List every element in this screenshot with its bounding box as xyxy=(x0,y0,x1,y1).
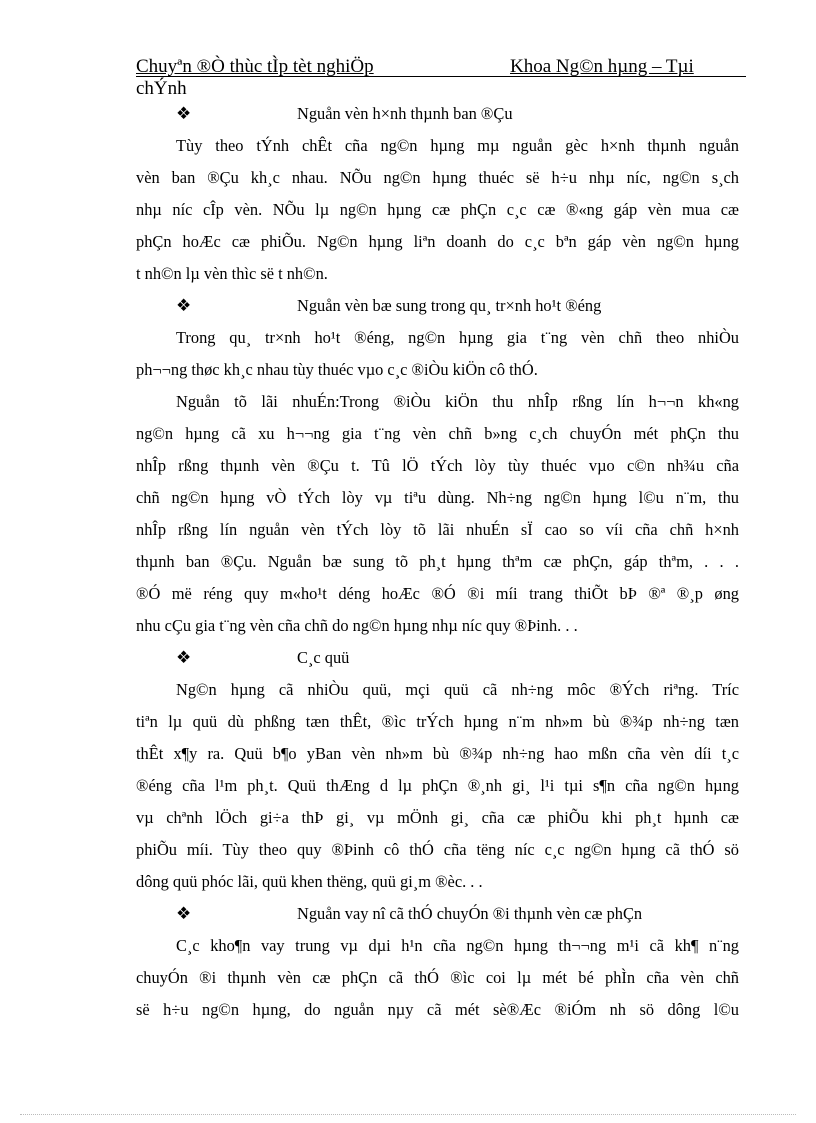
paragraph-line: nhµ níc cÎp vèn. NÕu lµ ng©n hµng cæ phÇn c¸c cæ ®«ng gáp vèn mua cæ xyxy=(136,200,739,219)
document-body xyxy=(136,98,739,1026)
section-heading-text: Nguån vèn bæ sung trong qu¸ tr×nh ho¹t ®éng xyxy=(297,296,602,315)
paragraph-line: vµ chªnh lÖch gi÷a thÞ gi¸ vµ mÖnh gi¸ cña cæ phiÕu khi ph¸t hµnh cæ xyxy=(136,808,739,827)
diamond-bullet-icon: ❖ xyxy=(176,904,192,923)
paragraph-line: Tùy theo tÝnh chÊt cña ng©n hµng mµ nguån gèc h×nh thµnh nguån xyxy=(176,136,739,155)
header-title: Chuyªn ®Ò thùc tÌp tèt nghiÖp xyxy=(136,56,374,77)
paragraph-line: Ng©n hµng cã nhiÒu quü, mçi quü cã nh÷ng môc ®Ých riªng. Tríc xyxy=(176,680,739,699)
paragraph-line: phÇn hoÆc cæ phiÕu. Ng©n hµng liªn doanh do c¸c bªn gáp vèn ng©n hµng xyxy=(136,232,739,251)
section-heading xyxy=(136,898,739,930)
paragraph xyxy=(136,674,739,898)
paragraph xyxy=(136,386,739,642)
paragraph-line: së h÷u ng©n hµng, do nguån nµy cã mét sè®Æc ®iÓm nh sö dông l©u xyxy=(136,1000,739,1019)
section-heading xyxy=(136,642,739,674)
page-bottom-divider xyxy=(20,1114,796,1115)
section-heading xyxy=(136,290,739,322)
page-header xyxy=(136,56,746,100)
paragraph-line: C¸c kho¶n vay trung vµ dµi h¹n cña ng©n hµng th¬¬ng m¹i cã kh¶ n¨ng xyxy=(176,936,739,955)
paragraph-line: nhÎp rßng lín nguån vèn tÝch lòy tõ lãi nhuÉn sÏ cao so víi cña chñ h×nh xyxy=(136,520,739,539)
paragraph-line: ®éng cña l¹m ph¸t. Quü thÆng d lµ phÇn ®¸nh gi¸ l¹i tµi s¶n cña ng©n hµng xyxy=(136,776,739,795)
section-heading-text: Nguån vèn h×nh thµnh ban ®Çu xyxy=(297,104,513,123)
paragraph-line: ph¬¬ng thøc kh¸c nhau tùy thuéc vµo c¸c ®iÒu kiÖn cô thÓ. xyxy=(136,360,538,379)
paragraph xyxy=(136,322,739,386)
paragraph-line: nhÎp rßng thµnh vèn ®Çu t. Tû lÖ tÝch lòy tùy thuéc vµo c©n nh¾u cña xyxy=(136,456,739,475)
paragraph-line: ng©n hµng cã xu h¬¬ng gia t¨ng vèn chñ b»ng c¸ch chuyÓn mét phÇn thu xyxy=(136,424,739,443)
paragraph-line: nhu cÇu gia t¨ng vèn cña chñ do ng©n hµng nhµ níc quy ®Þinh. . . xyxy=(136,616,578,635)
paragraph-line: thÊt x¶y ra. Quü b¶o yBan vèn nh»m bù ®¾p nh÷ng hao mßn cña vèn díi t¸c xyxy=(136,744,739,763)
paragraph-line: phiÕu míi. Tùy theo quy ®Þinh cô thÓ cña tëng níc c¸c ng©n hµng cã thÓ sö xyxy=(136,840,739,859)
section-heading xyxy=(136,98,739,130)
paragraph-line: Trong qu¸ tr×nh ho¹t ®éng, ng©n hµng gia t¨ng vèn chñ theo nhiÒu xyxy=(176,328,739,347)
paragraph xyxy=(136,130,739,290)
paragraph-line: ®Ó më réng quy m«ho¹t déng hoÆc ®Ó ®i míi trang thiÕt bÞ ®ª ®¸p øng xyxy=(136,584,739,603)
paragraph-line: vèn ban ®Çu kh¸c nhau. NÕu ng©n hµng thuéc së h÷u nhµ níc, ng©n s¸ch xyxy=(136,168,739,187)
paragraph-line: chñ ng©n hµng vÒ tÝch lòy vµ tiªu dùng. Nh÷ng ng©n hµng l©u n¨m, thu xyxy=(136,488,739,507)
section-heading-text: C¸c quü xyxy=(297,648,350,667)
diamond-bullet-icon: ❖ xyxy=(176,104,192,123)
paragraph-line: chuyÓn ®i thµnh vèn cæ phÇn cã thÓ ®ìc coi lµ mét bé phÌn cña vèn chñ xyxy=(136,968,739,987)
diamond-bullet-icon: ❖ xyxy=(176,296,192,315)
paragraph xyxy=(136,930,739,1026)
section-heading-text: Nguån vay nî cã thÓ chuyÓn ®i thµnh vèn cæ phÇn xyxy=(297,904,643,923)
paragraph-line: thµnh ban ®Çu. Nguån bæ sung tõ ph¸t hµng thªm cæ phÇn, gáp thªm, . . . xyxy=(136,552,739,571)
paragraph-line: dông quü phóc lãi, quü khen thëng, quü gi¸m ®èc. . . xyxy=(136,872,483,891)
header-department: Khoa Ng©n hµng – Tµi xyxy=(510,56,694,77)
paragraph-line: Nguån tõ lãi nhuÉn:Trong ®iÒu kiÖn thu nhÎp rßng lín h¬¬n kh«ng xyxy=(176,392,739,411)
paragraph-line: t nh©n lµ vèn thìc së t nh©n. xyxy=(136,264,328,283)
header-rule xyxy=(136,76,746,77)
header-department-continuation: chÝnh xyxy=(136,78,187,99)
diamond-bullet-icon: ❖ xyxy=(176,648,192,667)
paragraph-line: tiªn lµ quü dù phßng tæn thÊt, ®ìc trÝch hµng n¨m nh»m bù ®¾p nh÷ng tæn xyxy=(136,712,739,731)
